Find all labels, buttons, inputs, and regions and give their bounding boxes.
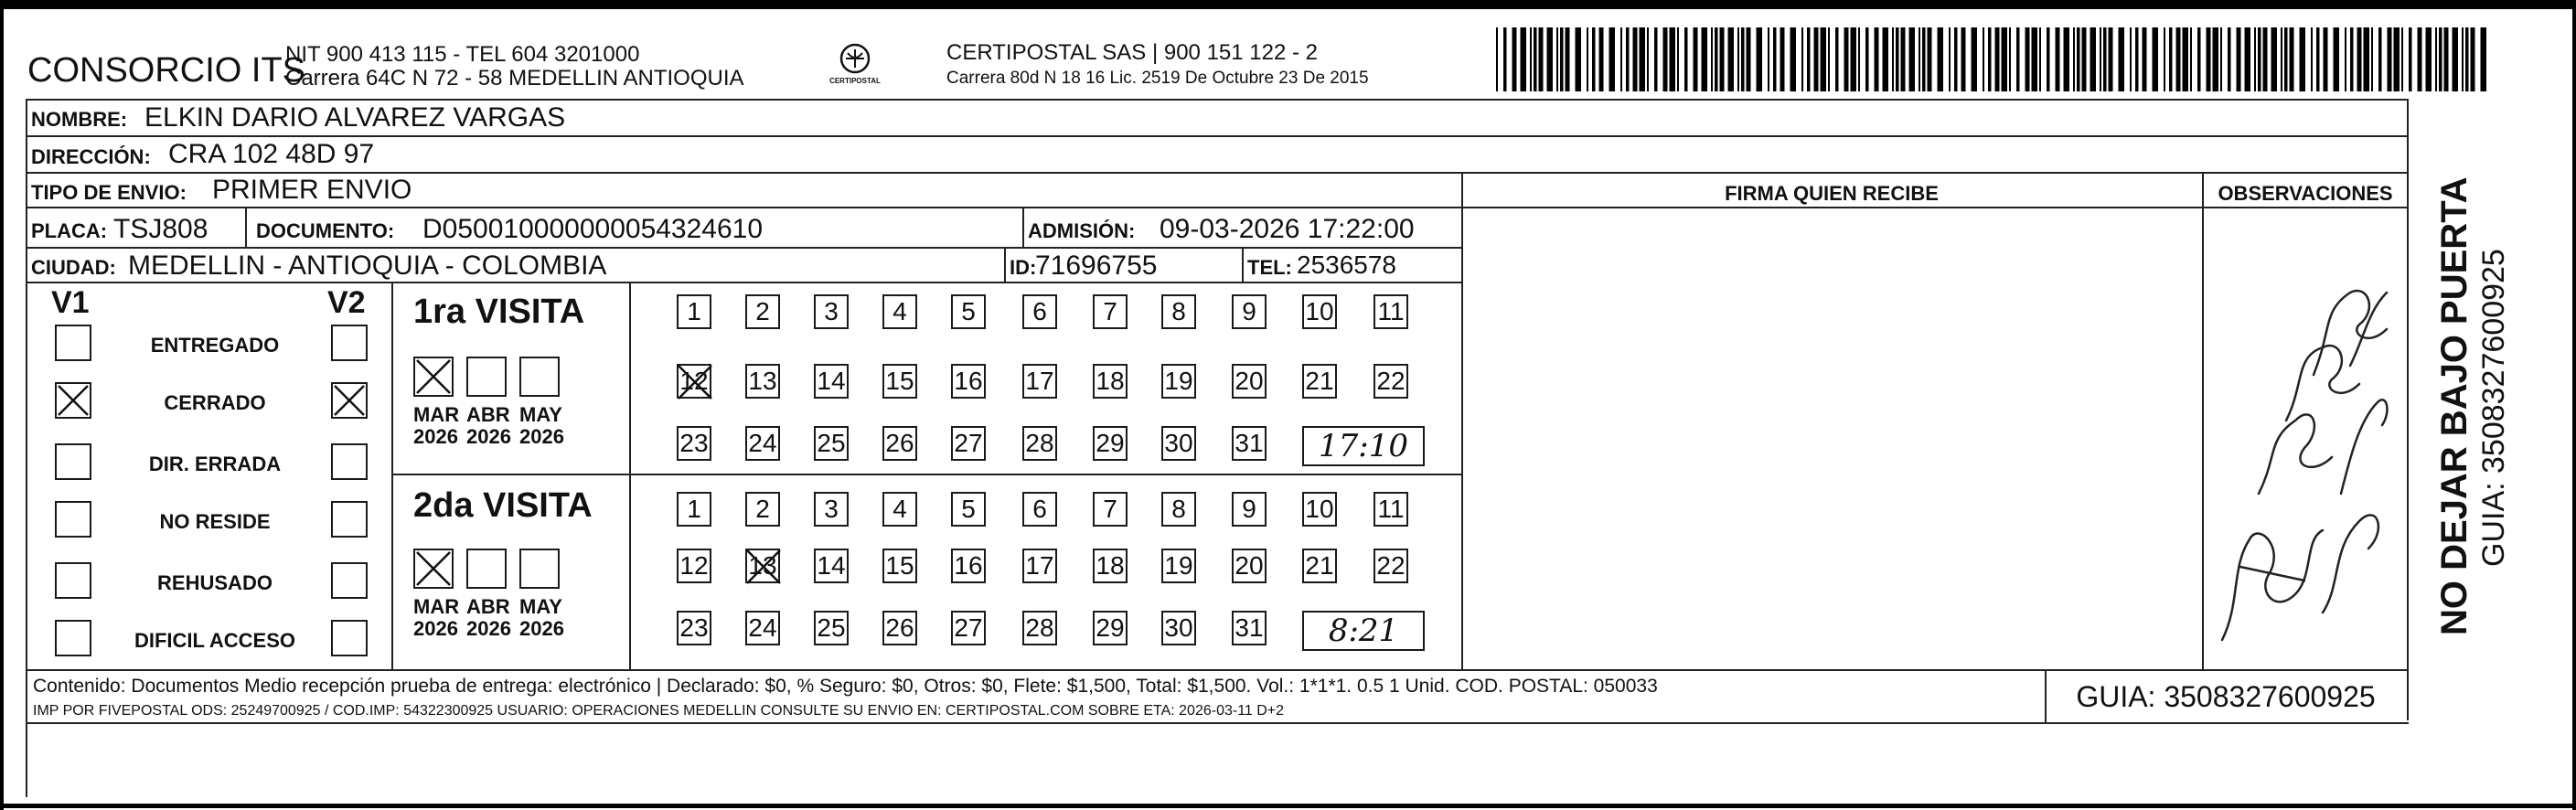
row-tipo-bottom xyxy=(26,207,1461,208)
footer-bottom xyxy=(26,722,2409,724)
status-v1-checkbox[interactable] xyxy=(55,501,91,538)
day-box[interactable]: 19 xyxy=(1161,364,1196,399)
month-year: 2026 xyxy=(413,617,458,641)
row-placa-bottom xyxy=(26,247,1461,249)
certipostal-line1: CERTIPOSTAL SAS | 900 151 122 - 2 xyxy=(946,40,1318,65)
visit1-title: 1ra VISITA xyxy=(413,293,585,331)
months-divider xyxy=(629,282,631,669)
day-box[interactable]: 25 xyxy=(814,611,849,645)
side-guia: GUIA: 3508327600925 xyxy=(2476,249,2511,567)
status-v1-checkbox[interactable] xyxy=(55,382,91,419)
day-box[interactable]: 7 xyxy=(1093,294,1128,329)
bottom-edge xyxy=(0,804,2576,808)
tipo-label: TIPO DE ENVIO: xyxy=(31,181,187,204)
left-edge xyxy=(0,0,4,810)
table-left xyxy=(26,99,27,797)
v2-label: V2 xyxy=(327,285,366,320)
status-divider xyxy=(391,282,393,669)
top-edge xyxy=(0,0,2576,9)
month-label xyxy=(466,403,511,449)
handwritten-time: 8:21 xyxy=(1328,613,1399,649)
status-v2-checkbox[interactable] xyxy=(331,562,368,599)
firma-header: FIRMA QUIEN RECIBE xyxy=(1725,182,1939,205)
day-box[interactable]: 1 xyxy=(677,294,711,329)
day-box[interactable]: 28 xyxy=(1022,426,1057,461)
day-box[interactable]: 9 xyxy=(1232,294,1267,329)
day-box[interactable]: 23 xyxy=(677,611,711,645)
day-box[interactable]: 17 xyxy=(1022,549,1057,583)
day-box[interactable]: 29 xyxy=(1093,611,1128,645)
month-name: ABR xyxy=(466,595,510,618)
month-year: 2026 xyxy=(466,425,511,449)
visit2-title: 2da VISITA xyxy=(413,486,593,525)
barcode xyxy=(1496,27,2493,91)
direccion-value: CRA 102 48D 97 xyxy=(168,139,375,169)
day-box[interactable]: 14 xyxy=(814,549,849,583)
admision-divider xyxy=(1022,207,1024,247)
day-box[interactable]: 26 xyxy=(882,426,917,461)
day-box[interactable]: 17 xyxy=(1022,364,1057,399)
company-name: CONSORCIO ITS xyxy=(27,51,306,90)
month-name: MAR xyxy=(413,595,460,618)
admision-label: ADMISIÓN: xyxy=(1028,219,1136,242)
company-address: Carrera 64C N 72 - 58 MEDELLIN ANTIOQUIA xyxy=(285,66,744,91)
ciudad-value: MEDELLIN - ANTIOQUIA - COLOMBIA xyxy=(128,250,607,281)
month-label xyxy=(413,595,460,641)
day-box[interactable]: 11 xyxy=(1374,294,1408,329)
day-box[interactable]: 10 xyxy=(1302,492,1337,527)
footer-contenido: Contenido: Documentos Medio recepción prueba de entrega: electrónico | Declarado: $0, % Seguro: $0, Otros: $0, Flete: $1,500, Total: $1,500. Vol.: 1*1*1. 0.5 1 Unid. COD. POSTAL: 050033 xyxy=(33,676,1658,697)
day-box[interactable]: 22 xyxy=(1374,549,1408,583)
certipostal-logo xyxy=(828,40,882,91)
month-year: 2026 xyxy=(413,425,458,449)
month-checkbox[interactable] xyxy=(519,549,560,589)
admision-value: 09-03-2026 17:22:00 xyxy=(1160,214,1415,244)
row-obs-header-bottom xyxy=(1461,207,2409,208)
day-box[interactable]: 21 xyxy=(1302,364,1337,399)
month-label xyxy=(413,403,460,449)
day-box[interactable]: 22 xyxy=(1374,364,1408,399)
status-v1-checkbox[interactable] xyxy=(55,325,91,361)
day-box[interactable]: 8 xyxy=(1161,492,1196,527)
tel-value: 2536578 xyxy=(1297,250,1397,279)
day-box[interactable]: 13 xyxy=(745,364,780,399)
day-box[interactable]: 2 xyxy=(745,492,780,527)
day-box[interactable]: 24 xyxy=(745,611,780,645)
month-label xyxy=(519,403,564,449)
placa-label: PLACA: xyxy=(31,219,108,242)
handwritten-time-box[interactable] xyxy=(1302,611,1425,651)
nombre-label: NOMBRE: xyxy=(31,108,128,131)
month-year: 2026 xyxy=(466,617,511,641)
day-box[interactable]: 24 xyxy=(745,426,780,461)
day-box[interactable]: 31 xyxy=(1232,426,1267,461)
day-box[interactable]: 27 xyxy=(951,426,986,461)
status-v2-checkbox[interactable] xyxy=(331,325,368,361)
month-checkbox[interactable] xyxy=(413,549,454,589)
day-box[interactable]: 8 xyxy=(1161,294,1196,329)
day-box[interactable]: 7 xyxy=(1093,492,1128,527)
id-value: 71696755 xyxy=(1035,250,1158,281)
month-year: 2026 xyxy=(519,617,564,641)
footer-imp: IMP POR FIVEPOSTAL ODS: 25249700925 / COD.IMP: 54322300925 USUARIO: OPERACIONES MEDELLIN CONSULTE SU ENVIO EN: CERTIPOSTAL.COM SOBRE ETA: 2026-03-11 D+2 xyxy=(33,703,1285,719)
day-box[interactable]: 31 xyxy=(1232,611,1267,645)
day-box[interactable]: 29 xyxy=(1093,426,1128,461)
day-box[interactable]: 19 xyxy=(1161,549,1196,583)
direccion-label: DIRECCIÓN: xyxy=(31,145,151,168)
firma-left xyxy=(1461,172,1463,669)
month-year: 2026 xyxy=(519,425,564,449)
table-top xyxy=(26,99,2409,101)
documento-value: D050010000000054324610 xyxy=(422,214,764,244)
month-checkbox[interactable] xyxy=(519,357,560,397)
documento-label: DOCUMENTO: xyxy=(256,219,395,242)
day-box[interactable]: 20 xyxy=(1232,364,1267,399)
day-box[interactable]: 18 xyxy=(1093,549,1128,583)
status-v2-checkbox[interactable] xyxy=(331,501,368,538)
day-box[interactable]: 5 xyxy=(951,492,986,527)
day-box[interactable]: 6 xyxy=(1022,294,1057,329)
month-checkbox[interactable] xyxy=(466,549,507,589)
month-label xyxy=(466,595,511,641)
day-box[interactable]: 10 xyxy=(1302,294,1337,329)
day-box[interactable]: 5 xyxy=(951,294,986,329)
nombre-value: ELKIN DARIO ALVAREZ VARGAS xyxy=(144,102,566,133)
status-option-label: NO RESIDE xyxy=(159,510,271,533)
month-checkbox[interactable] xyxy=(466,357,507,397)
day-box[interactable]: 30 xyxy=(1161,611,1196,645)
day-box[interactable]: 28 xyxy=(1022,611,1057,645)
status-option-label: DIFICIL ACCESO xyxy=(134,629,295,652)
tel-label: TEL: xyxy=(1247,256,1292,279)
day-box[interactable]: 25 xyxy=(814,426,849,461)
footer-guia: GUIA: 3508327600925 xyxy=(2076,680,2376,713)
month-label xyxy=(519,595,564,641)
status-option-label: REHUSADO xyxy=(157,571,273,594)
logo-text: CERTIPOSTAL xyxy=(829,77,881,85)
day-box[interactable]: 3 xyxy=(814,294,849,329)
handwritten-time: 17:10 xyxy=(1319,428,1408,464)
day-box[interactable]: 4 xyxy=(882,294,917,329)
month-name: ABR xyxy=(466,403,510,426)
status-option-label: CERRADO xyxy=(164,391,266,414)
side-no-dejar: NO DEJAR BAJO PUERTA xyxy=(2434,176,2474,635)
month-name: MAR xyxy=(413,403,460,426)
row-direccion-bottom xyxy=(26,172,2409,174)
status-v2-checkbox[interactable] xyxy=(331,620,368,656)
recipient-signature xyxy=(2204,219,2407,667)
ciudad-label: CIUDAD: xyxy=(31,256,116,279)
day-box[interactable]: 16 xyxy=(951,364,986,399)
status-option-label: DIR. ERRADA xyxy=(148,453,282,475)
day-box[interactable]: 27 xyxy=(951,611,986,645)
day-box[interactable]: 16 xyxy=(951,549,986,583)
id-label: ID: xyxy=(1010,256,1037,279)
day-box[interactable]: 23 xyxy=(677,426,711,461)
right-edge xyxy=(2572,0,2576,810)
day-box[interactable]: 26 xyxy=(882,611,917,645)
row-ciudad-bottom xyxy=(26,282,1461,283)
visit-divider xyxy=(391,474,1461,475)
day-box[interactable]: 20 xyxy=(1232,549,1267,583)
day-box[interactable]: 18 xyxy=(1093,364,1128,399)
day-box[interactable]: 12 xyxy=(677,549,711,583)
day-box[interactable]: 4 xyxy=(882,492,917,527)
status-option-label: ENTREGADO xyxy=(150,334,280,357)
day-box[interactable]: 15 xyxy=(882,364,917,399)
day-box[interactable]: 9 xyxy=(1232,492,1267,527)
day-box[interactable]: 21 xyxy=(1302,549,1337,583)
day-box[interactable]: 13 xyxy=(745,549,780,583)
tipo-value: PRIMER ENVIO xyxy=(212,175,412,205)
day-box[interactable]: 30 xyxy=(1161,426,1196,461)
placa-divider xyxy=(245,207,247,247)
status-v1-checkbox[interactable] xyxy=(55,562,91,599)
row-nombre-bottom xyxy=(26,135,2409,137)
status-v2-checkbox[interactable] xyxy=(331,443,368,480)
day-box[interactable]: 3 xyxy=(814,492,849,527)
month-name: MAY xyxy=(519,403,562,426)
day-box[interactable]: 1 xyxy=(677,492,711,527)
grid-bottom xyxy=(26,669,2409,671)
status-v2-checkbox[interactable] xyxy=(331,382,368,419)
month-checkbox[interactable] xyxy=(413,357,454,397)
id-divider xyxy=(1004,247,1006,282)
status-v1-checkbox[interactable] xyxy=(55,620,91,656)
day-box[interactable]: 2 xyxy=(745,294,780,329)
handwritten-time-box[interactable] xyxy=(1302,426,1425,466)
v1-label: V1 xyxy=(51,285,90,320)
month-name: MAY xyxy=(519,595,562,618)
day-box[interactable]: 12 xyxy=(677,364,711,399)
day-box[interactable]: 11 xyxy=(1374,492,1408,527)
day-box[interactable]: 14 xyxy=(814,364,849,399)
day-box[interactable]: 6 xyxy=(1022,492,1057,527)
observaciones-header: OBSERVACIONES xyxy=(2218,182,2393,205)
certipostal-line2: Carrera 80d N 18 16 Lic. 2519 De Octubre 23 De 2015 xyxy=(946,69,1369,88)
day-box[interactable]: 15 xyxy=(882,549,917,583)
status-v1-checkbox[interactable] xyxy=(55,443,91,480)
tel-divider xyxy=(1242,247,1244,282)
placa-value: TSJ808 xyxy=(113,214,208,244)
company-nit-tel: NIT 900 413 115 - TEL 604 3201000 xyxy=(285,42,640,67)
